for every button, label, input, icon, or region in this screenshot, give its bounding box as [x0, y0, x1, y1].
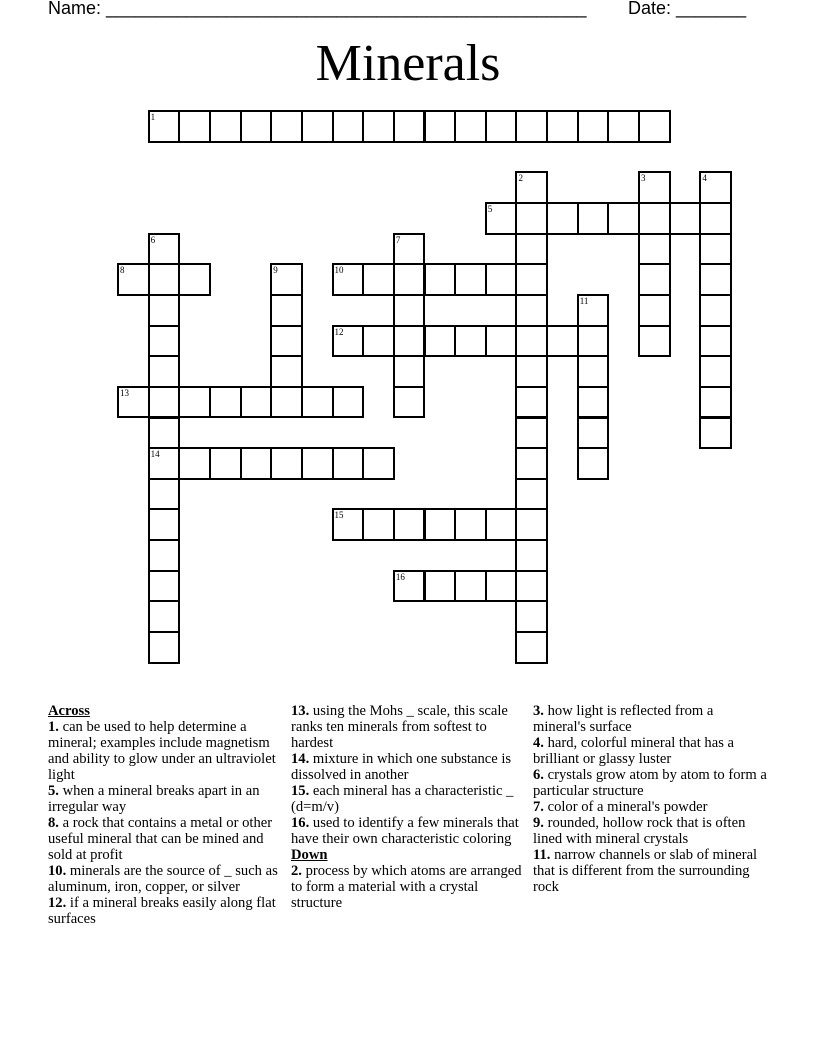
crossword-cell[interactable] [515, 386, 548, 419]
clue-number-label: 5. [48, 783, 59, 799]
clue-item: 16. used to identify a few minerals that have their own characteristic coloring [291, 815, 519, 847]
crossword-cell[interactable] [393, 294, 426, 327]
crossword-cell[interactable] [240, 447, 273, 480]
crossword-cell[interactable] [117, 386, 150, 419]
crossword-cell[interactable] [515, 110, 548, 143]
crossword-cell[interactable] [546, 202, 579, 235]
clue-list-col3 [533, 703, 769, 895]
crossword-cell[interactable] [515, 171, 548, 204]
crossword-cell[interactable] [638, 325, 671, 358]
crossword-cell[interactable] [485, 508, 518, 541]
crossword-cell[interactable] [393, 386, 426, 419]
crossword-cell[interactable] [148, 508, 181, 541]
crossword-cell[interactable] [515, 600, 548, 633]
clue-number-label: 7. [533, 799, 544, 815]
clue-item: 7. color of a mineral's powder [533, 799, 708, 815]
crossword-cell[interactable] [393, 325, 426, 358]
clue-item: 11. narrow channels or slab of mineral that is different from the surrounding rock [533, 847, 758, 895]
crossword-cell[interactable] [332, 508, 365, 541]
crossword-cell[interactable] [454, 508, 487, 541]
crossword-cell[interactable] [393, 570, 426, 603]
crossword-cell[interactable] [424, 325, 457, 358]
crossword-cell[interactable] [577, 447, 610, 480]
crossword-cell[interactable] [178, 263, 211, 296]
clue-list-col1 [48, 719, 284, 927]
crossword-cell[interactable] [515, 233, 548, 266]
clue-item: 1. can be used to help determine a mineral; examples include magnetism and ability to glow under an ultraviolet light [48, 719, 276, 783]
clue-number: 8 [120, 265, 125, 276]
crossword-cell[interactable] [178, 386, 211, 419]
clue-number: 11 [579, 295, 589, 306]
crossword-cell[interactable] [148, 478, 181, 511]
crossword-cell[interactable] [148, 417, 181, 450]
crossword-cell[interactable] [454, 110, 487, 143]
crossword-cell[interactable] [577, 325, 610, 358]
clue-number-label: 14. [291, 751, 310, 767]
crossword-cell[interactable] [607, 202, 640, 235]
crossword-cell[interactable] [454, 263, 487, 296]
crossword-cell[interactable] [270, 263, 303, 296]
crossword-cell[interactable] [148, 233, 181, 266]
crossword-cell[interactable] [515, 570, 548, 603]
clue-item: 13. using the Mohs _ scale, this scale ranks ten minerals from softest to hardest [291, 703, 508, 751]
clue-number: 7 [395, 234, 401, 245]
clue-number-label: 12. [48, 895, 67, 911]
crossword-cell[interactable] [699, 355, 732, 388]
crossword-cell[interactable] [638, 202, 671, 235]
clue-item: 12. if a mineral breaks easily along flat surfaces [48, 895, 276, 927]
crossword-cell[interactable] [638, 263, 671, 296]
crossword-cell[interactable] [669, 202, 702, 235]
clue-item: 14. mixture in which one substance is dissolved in another [291, 751, 512, 783]
crossword-cell[interactable] [515, 263, 548, 296]
crossword-cell[interactable] [393, 355, 426, 388]
clue-number-label: 10. [48, 863, 67, 879]
crossword-cell[interactable] [148, 386, 181, 419]
clue-number-label: 8. [48, 815, 59, 831]
across-heading: Across [48, 703, 90, 719]
crossword-cell[interactable] [699, 417, 732, 450]
crossword-cell[interactable] [332, 447, 365, 480]
crossword-cell[interactable] [546, 110, 579, 143]
clue-number: 16 [395, 571, 405, 582]
crossword-cell[interactable] [209, 110, 242, 143]
crossword-cell[interactable] [515, 447, 548, 480]
clue-list-col2-down [291, 863, 527, 911]
crossword-cell[interactable] [424, 263, 457, 296]
clues-column-1 [48, 703, 284, 927]
crossword-cell[interactable] [454, 325, 487, 358]
clue-number-label: 9. [533, 815, 544, 831]
clue-number: 12 [334, 326, 344, 337]
clue-number-label: 13. [291, 703, 310, 719]
crossword-cell[interactable] [515, 355, 548, 388]
clue-number-label: 1. [48, 719, 59, 735]
crossword-cell[interactable] [393, 110, 426, 143]
crossword-cell[interactable] [546, 325, 579, 358]
crossword-cell[interactable] [270, 294, 303, 327]
crossword-cell[interactable] [638, 294, 671, 327]
clue-number-label: 15. [291, 783, 310, 799]
crossword-cell[interactable] [362, 110, 395, 143]
crossword-cell[interactable] [515, 631, 548, 664]
crossword-cell[interactable] [270, 110, 303, 143]
crossword-cell[interactable] [270, 355, 303, 388]
clue-number-label: 3. [533, 703, 544, 719]
crossword-cell[interactable] [393, 263, 426, 296]
clue-number: 1 [150, 112, 156, 122]
crossword-cell[interactable] [301, 110, 334, 143]
crossword-cell[interactable] [485, 263, 518, 296]
crossword-cell[interactable] [270, 325, 303, 358]
clues-column-2 [291, 703, 527, 911]
crossword-cell[interactable] [301, 386, 334, 419]
crossword-cell[interactable] [332, 325, 365, 358]
crossword-cell[interactable] [362, 447, 395, 480]
crossword-cell[interactable] [332, 110, 365, 143]
clue-number: 10 [334, 265, 344, 276]
clue-number: 13 [120, 387, 129, 398]
clue-item: 3. how light is reflected from a mineral's surface [533, 703, 714, 735]
clue-item: 8. a rock that contains a metal or other useful mineral that can be mined and sold at profit [48, 815, 273, 863]
crossword-cell[interactable] [148, 539, 181, 572]
crossword-cell[interactable] [577, 294, 610, 327]
clue-number-label: 2. [291, 863, 302, 879]
crossword-cell[interactable] [332, 263, 365, 296]
clue-number: 2 [518, 173, 523, 184]
crossword-cell[interactable] [393, 233, 426, 266]
clue-number-label: 11. [533, 847, 551, 863]
name-field: Name: ________________________________________________ [48, 0, 587, 18]
crossword-cell[interactable] [699, 386, 732, 419]
crossword-cell[interactable] [270, 386, 303, 419]
date-field: Date: _______ [628, 0, 747, 18]
clue-item: 2. process by which atoms are arranged to form a material with a crystal structure [291, 863, 522, 911]
crossword-cell[interactable] [148, 355, 181, 388]
crossword-cell[interactable] [607, 110, 640, 143]
crossword-cell[interactable] [362, 263, 395, 296]
crossword-cell[interactable] [424, 110, 457, 143]
crossword-cell[interactable] [240, 110, 273, 143]
clue-number: 3 [641, 173, 646, 184]
crossword-cell[interactable] [178, 110, 211, 143]
crossword-cell[interactable] [485, 325, 518, 358]
clue-number-label: 6. [533, 767, 544, 783]
crossword-cell[interactable] [332, 386, 365, 419]
crossword-cell[interactable] [148, 263, 181, 296]
crossword-cell[interactable] [178, 447, 211, 480]
crossword-cell[interactable] [270, 447, 303, 480]
crossword-cell[interactable] [393, 508, 426, 541]
clue-number-label: 4. [533, 735, 544, 751]
crossword-cell[interactable] [148, 294, 181, 327]
crossword-cell[interactable] [577, 417, 610, 450]
crossword-cell[interactable] [577, 355, 610, 388]
clue-number: 4 [702, 173, 707, 184]
crossword-cell[interactable] [515, 202, 548, 235]
crossword-cell[interactable] [148, 600, 181, 633]
crossword-cell[interactable] [577, 202, 610, 235]
crossword-cell[interactable] [699, 294, 732, 327]
crossword-cell[interactable] [515, 539, 548, 572]
crossword-cell[interactable] [638, 171, 671, 204]
clue-item: 15. each mineral has a characteristic _ (d=m/v) [291, 783, 514, 815]
crossword-cell[interactable] [301, 447, 334, 480]
crossword-cell[interactable] [699, 171, 732, 204]
clue-number: 14 [150, 449, 160, 460]
crossword-cell[interactable] [240, 386, 273, 419]
clue-item: 10. minerals are the source of _ such as aluminum, iron, copper, or silver [48, 863, 278, 895]
down-heading: Down [291, 847, 328, 863]
crossword-cell[interactable] [515, 478, 548, 511]
crossword-cell[interactable] [699, 233, 732, 266]
clue-item: 4. hard, colorful mineral that has a brilliant or glassy luster [533, 735, 735, 767]
crossword-cell[interactable] [699, 263, 732, 296]
clue-number-label: 16. [291, 815, 310, 831]
crossword-cell[interactable] [485, 202, 518, 235]
crossword-cell[interactable] [148, 110, 181, 143]
clue-list-col2-across [291, 703, 527, 847]
crossword-cell[interactable] [454, 570, 487, 603]
crossword-cell[interactable] [117, 263, 150, 296]
crossword-cell[interactable] [362, 508, 395, 541]
clue-number: 5 [487, 203, 493, 214]
page-title: Minerals [315, 35, 501, 92]
clue-item: 6. crystals grow atom by atom to form a particular structure [533, 767, 767, 799]
clue-item: 9. rounded, hollow rock that is often lined with mineral crystals [533, 815, 746, 847]
crossword-cell[interactable] [638, 233, 671, 266]
crossword-cell[interactable] [148, 631, 181, 664]
crossword-cell[interactable] [515, 417, 548, 450]
crossword-cell[interactable] [209, 386, 242, 419]
clue-number: 9 [273, 265, 278, 276]
clue-number: 15 [334, 510, 344, 521]
crossword-cell[interactable] [148, 325, 181, 358]
clue-number: 6 [150, 234, 156, 245]
crossword-cell[interactable] [515, 325, 548, 358]
crossword-cell[interactable] [577, 386, 610, 419]
crossword-cell[interactable] [209, 447, 242, 480]
crossword-cell[interactable] [148, 570, 181, 603]
crossword-cell[interactable] [148, 447, 181, 480]
crossword-cell[interactable] [424, 570, 457, 603]
crossword-cell[interactable] [699, 325, 732, 358]
clues-column-3 [533, 703, 769, 895]
crossword-cell[interactable] [362, 325, 395, 358]
clue-item: 5. when a mineral breaks apart in an irregular way [48, 783, 260, 815]
crossword-cell[interactable] [577, 110, 610, 143]
crossword-cell[interactable] [699, 202, 732, 235]
crossword-cell[interactable] [515, 508, 548, 541]
crossword-cell[interactable] [485, 110, 518, 143]
crossword-cell[interactable] [485, 570, 518, 603]
crossword-cell[interactable] [638, 110, 671, 143]
crossword-cell[interactable] [424, 508, 457, 541]
crossword-cell[interactable] [515, 294, 548, 327]
